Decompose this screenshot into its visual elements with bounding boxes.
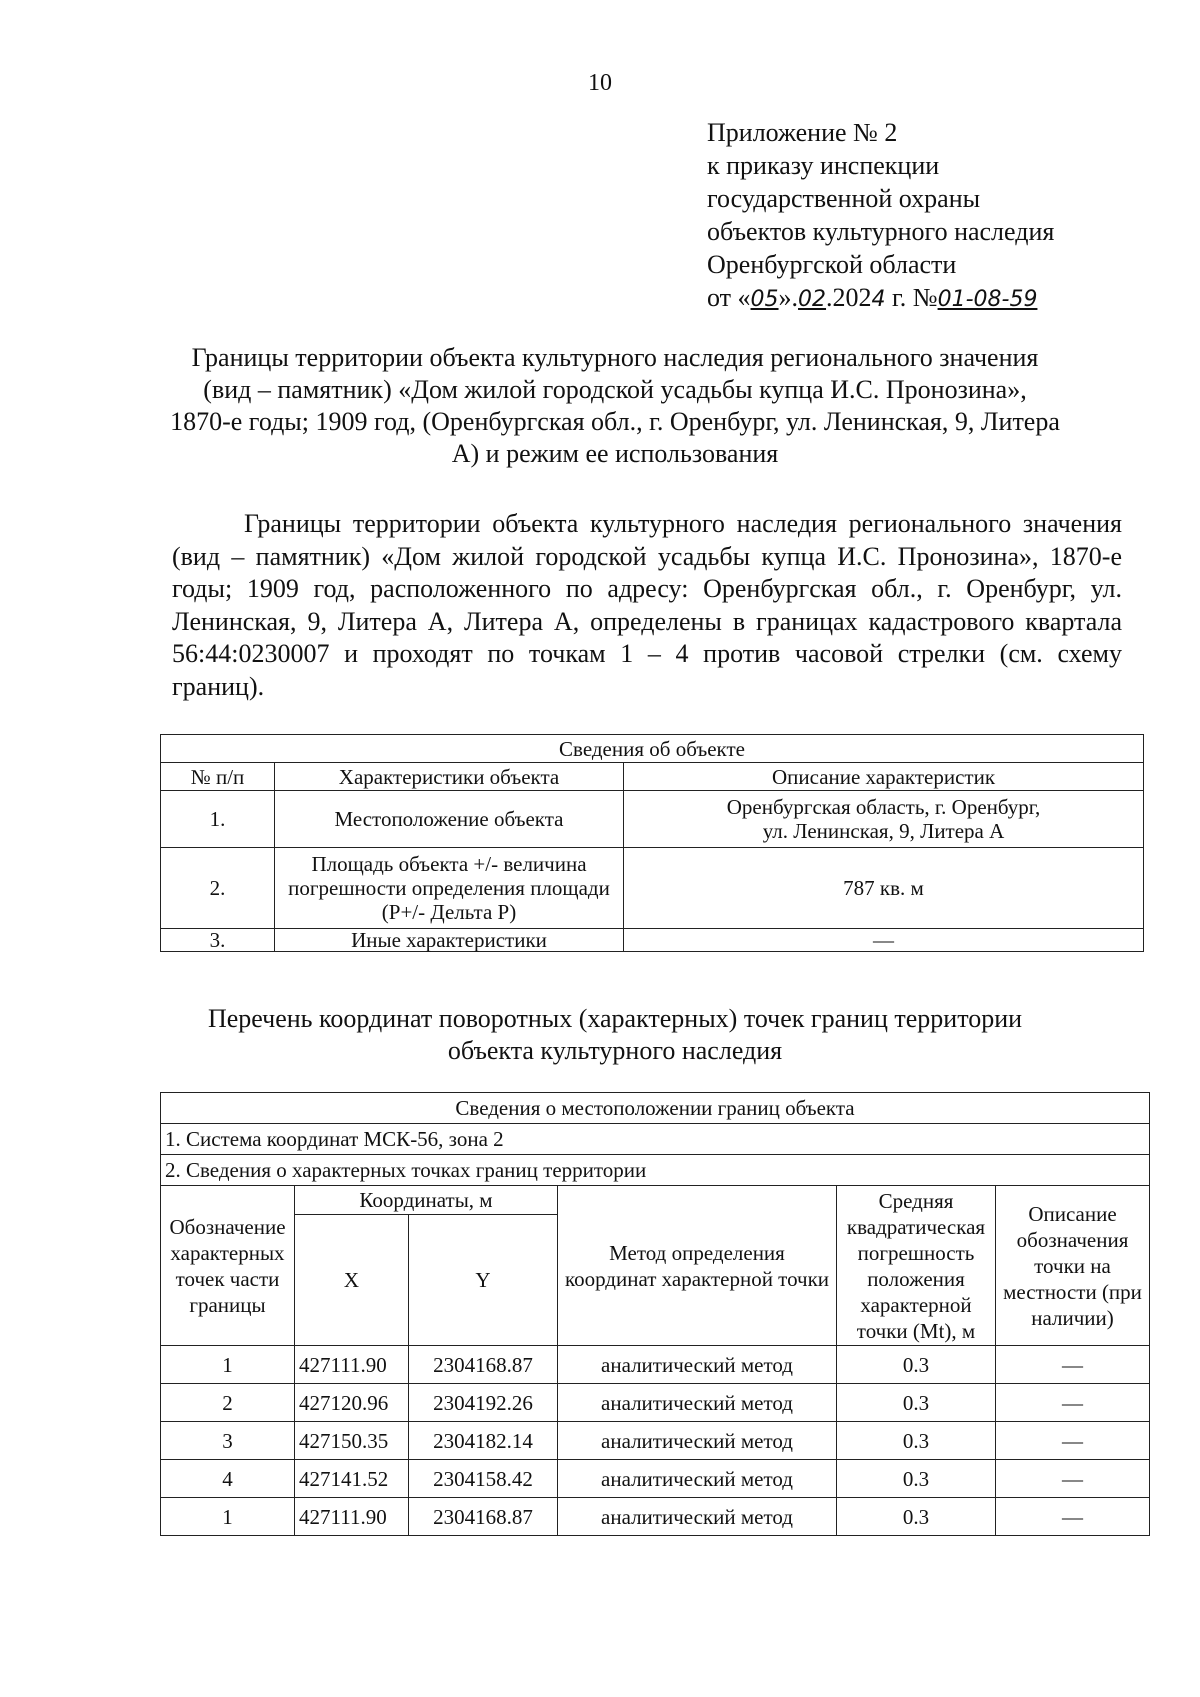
object-info-table — [160, 734, 1144, 952]
object-table-header-num: № п/п — [161, 763, 275, 791]
date-year-hand: 4 — [871, 287, 886, 312]
coord-error: 0.3 — [837, 1422, 996, 1460]
appendix-block — [707, 116, 1167, 316]
coord-point: 1 — [161, 1346, 295, 1384]
date-suffix: г. № — [885, 283, 938, 312]
coord-method: аналитический метод — [558, 1384, 837, 1422]
coord-error: 0.3 — [837, 1346, 996, 1384]
coord-x: 427111.90 — [295, 1498, 409, 1536]
coords-header-description: Описание обозначения точки на местности (при наличии) — [996, 1186, 1150, 1346]
coord-method: аналитический метод — [558, 1422, 837, 1460]
object-row-num: 3. — [161, 929, 275, 952]
coord-x: 427141.52 — [295, 1460, 409, 1498]
coords-header-designation: Обозначение характерных точек части границы — [161, 1186, 295, 1346]
appendix-date-line — [707, 281, 1167, 316]
object-table-caption: Сведения об объекте — [161, 735, 1144, 763]
coord-point: 1 — [161, 1498, 295, 1536]
coord-method: аналитический метод — [558, 1498, 837, 1536]
coord-point: 2 — [161, 1384, 295, 1422]
table-row — [161, 848, 1144, 929]
object-row-value: — — [624, 929, 1144, 952]
coord-description: — — [996, 1346, 1150, 1384]
coords-header-y: Y — [409, 1215, 558, 1346]
coordinates-table — [160, 1092, 1150, 1536]
appendix-line-2: к приказу инспекции — [707, 151, 940, 180]
coords-header-method: Метод определения координат характерной точки — [558, 1186, 837, 1346]
coord-y: 2304158.42 — [409, 1460, 558, 1498]
table-row — [161, 1498, 1150, 1536]
coords-points-title: 2. Сведения о характерных точках границ территории — [161, 1155, 1150, 1186]
coord-description: — — [996, 1498, 1150, 1536]
object-row-num: 1. — [161, 791, 275, 848]
object-row-value — [624, 791, 1144, 848]
date-year-prefix: .202 — [826, 283, 872, 312]
object-table-header-name: Характеристики объекта — [275, 763, 624, 791]
coord-error: 0.3 — [837, 1460, 996, 1498]
table-row — [161, 929, 1144, 952]
coord-point: 3 — [161, 1422, 295, 1460]
date-sep: ». — [778, 283, 799, 312]
object-row-name: Иные характеристики — [275, 929, 624, 952]
appendix-line-4: объектов культурного наследия — [707, 217, 1055, 246]
coord-y: 2304192.26 — [409, 1384, 558, 1422]
coords-header-coords: Координаты, м — [295, 1186, 558, 1215]
table-row — [161, 791, 1144, 848]
appendix-line-5: Оренбургской области — [707, 250, 957, 279]
object-row-value: 787 кв. м — [624, 848, 1144, 929]
object-row-value-line: ул. Ленинская, 9, Литера А — [762, 819, 1005, 843]
object-row-value-line: Оренбургская область, г. Оренбург, — [726, 795, 1041, 819]
coords-header-x: X — [295, 1215, 409, 1346]
body-paragraph: Границы территории объекта культурного наследия регионального значения (вид – памятник) «Дом жилой городской усадьбы купца И.С. Пронозина», 1870-е годы; 1909 год, расположенного по адресу: Оренбургская обл., г. Оренбург, ул. Ленинская, 9, Литера А, Литера А, определены в границах кадастрового квартала 56:44:0230007 и проходят по точкам 1 – 4 против часовой стрелки (см. схему границ). — [172, 509, 1122, 701]
coordinates-subtitle: Перечень координат поворотных (характерных) точек границ территории объекта культурного наследия — [207, 1004, 1023, 1065]
appendix-line-3: государственной охраны — [707, 184, 981, 213]
coord-description: — — [996, 1460, 1150, 1498]
table-row — [161, 1384, 1150, 1422]
coord-x: 427120.96 — [295, 1384, 409, 1422]
coord-x: 427150.35 — [295, 1422, 409, 1460]
object-table-header-value: Описание характеристик — [624, 763, 1144, 791]
coord-description: — — [996, 1384, 1150, 1422]
coords-header-error: Средняя квадратическая погрешность положения характерной точки (Mt), м — [837, 1186, 996, 1346]
document-title: Границы территории объекта культурного наследия регионального значения (вид – памятник) «Дом жилой городской усадьбы купца И.С. Пронозина», 1870-е годы; 1909 год, (Оренбургская обл., г. Оренбург, ул. Ленинская, 9, Литера А) и режим ее использования — [170, 343, 1060, 468]
coord-error: 0.3 — [837, 1498, 996, 1536]
coord-y: 2304168.87 — [409, 1346, 558, 1384]
coords-system: 1. Система координат МСК-56, зона 2 — [161, 1124, 1150, 1155]
coord-point: 4 — [161, 1460, 295, 1498]
page-number: 10 — [588, 70, 612, 96]
coord-method: аналитический метод — [558, 1346, 837, 1384]
coord-y: 2304168.87 — [409, 1498, 558, 1536]
date-month: 02 — [798, 287, 827, 312]
coords-table-caption: Сведения о местоположении границ объекта — [161, 1093, 1150, 1124]
coord-description: — — [996, 1422, 1150, 1460]
coord-x: 427111.90 — [295, 1346, 409, 1384]
appendix-line-1: Приложение № 2 — [707, 118, 898, 147]
date-day: 05 — [750, 287, 779, 312]
coord-method: аналитический метод — [558, 1460, 837, 1498]
object-row-num: 2. — [161, 848, 275, 929]
coord-y: 2304182.14 — [409, 1422, 558, 1460]
coord-error: 0.3 — [837, 1384, 996, 1422]
table-row — [161, 1460, 1150, 1498]
object-row-name: Местоположение объекта — [275, 791, 624, 848]
date-prefix: от « — [707, 283, 751, 312]
object-row-name: Площадь объекта +/- величина погрешности определения площади (P+/- Дельта P) — [275, 848, 624, 929]
order-number: 01-08-59 — [937, 287, 1038, 312]
table-row — [161, 1346, 1150, 1384]
table-row — [161, 1422, 1150, 1460]
